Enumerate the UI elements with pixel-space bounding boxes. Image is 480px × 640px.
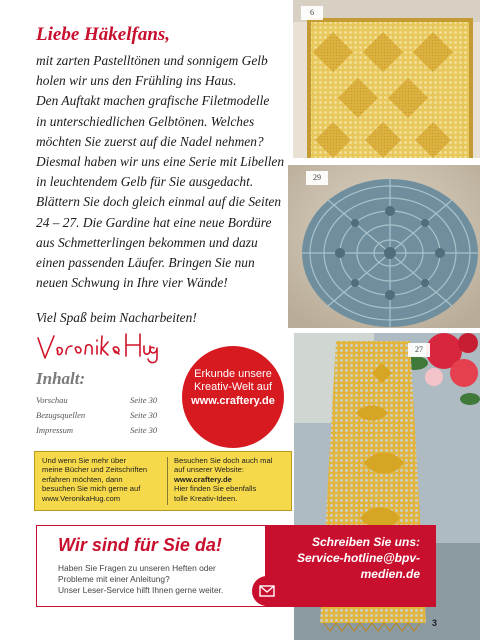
service-line: Haben Sie Fragen zu unseren Heften oder (58, 563, 216, 573)
contents-item-title: Impressum (36, 425, 73, 435)
contact-line: Schreiben Sie uns: (311, 535, 420, 549)
note-line: Besuchen Sie doch auch mal (174, 456, 273, 465)
publisher-website-note (174, 456, 284, 503)
contents-item[interactable] (36, 395, 186, 410)
contents-list (36, 395, 186, 440)
promo-line-1: Erkunde unsere (194, 368, 272, 380)
contents-item-page: Seite 30 (130, 395, 158, 405)
intro-line: in unterschiedlichen Gelbtönen. Welches (36, 113, 255, 129)
contact-email-link[interactable]: medien.de (360, 567, 420, 581)
note-line: meine Bücher und Zeitschriften (42, 465, 148, 475)
closing-line: Viel Spaß beim Nacharbeiten! (36, 310, 197, 325)
intro-line: einen passenden Läufer. Bringen Sie nun (36, 255, 255, 271)
contents-item-title: Vorschau (36, 395, 68, 405)
intro-line: Den Auftakt machen grafische Filetmodelle (36, 93, 270, 109)
contents-item[interactable] (36, 425, 186, 440)
service-contact-block[interactable] (265, 525, 436, 607)
envelope-icon (252, 576, 282, 606)
promo-line-2: Kreativ-Welt auf (193, 381, 273, 393)
pillow-photo (293, 0, 480, 158)
pillow-illustration (293, 0, 480, 158)
mail-icon (252, 576, 282, 606)
publisher-website-link[interactable]: www.craftery.de (174, 474, 232, 484)
contact-email-link[interactable]: Service-hotline@bpv- (296, 551, 420, 565)
intro-line: 24 – 27. Die Gardine hat eine neue Bordüre (36, 214, 272, 230)
pillow-page-label: 6 (301, 6, 323, 20)
craftery-promo-badge[interactable] (182, 346, 284, 448)
author-website-note (42, 456, 160, 503)
service-line: Probleme mit einer Anleitung? (58, 574, 170, 584)
doily-illustration (288, 165, 480, 328)
promo-url-link[interactable]: www.craftery.de (191, 395, 275, 407)
signature (36, 330, 160, 366)
note-line: Und wenn Sie mehr über (42, 456, 126, 465)
contents-item-page: Seite 30 (130, 425, 158, 435)
doily-photo (288, 165, 480, 328)
intro-paragraph (36, 51, 298, 293)
contents-heading: Inhalt: (36, 369, 86, 388)
service-heading: Wir sind für Sie da! (58, 535, 222, 555)
service-contact[interactable] (297, 534, 420, 582)
doily-page-label: 29 (306, 171, 328, 185)
author-website-link[interactable]: www.VeronikaHug.com (42, 493, 121, 503)
intro-line: Blättern Sie doch gleich einmal auf die Seiten (36, 194, 282, 210)
reader-service-panel (36, 525, 436, 607)
website-info-box (34, 451, 292, 511)
intro-line: mit zarten Pastelltönen und sonnigem Gelb (36, 53, 268, 68)
contents-item-title: Bezugsquellen (36, 410, 86, 420)
intro-line: holen wir uns den Frühling ins Haus. (36, 73, 237, 89)
intro-line: Diesmal haben wir uns eine Serie mit Libellen (36, 154, 285, 170)
intro-line: in leuchtendem Gelb für Sie ausgedacht. (36, 174, 254, 190)
service-line: Unser Leser-Service hilft Ihnen gerne weiter. (58, 585, 224, 595)
intro-line: möchten Sie zuerst auf die Nadel nehmen? (36, 133, 264, 149)
note-line: auf unserer Website: (174, 465, 244, 475)
greeting-heading: Liebe Häkelfans, (36, 24, 171, 45)
note-line: tolle Kreativ-Ideen. (174, 493, 238, 503)
column-divider (167, 457, 168, 505)
page-number: 3 (432, 618, 438, 628)
contents-item[interactable] (36, 410, 186, 425)
contents-item-page: Seite 30 (130, 410, 158, 420)
note-line: Hier finden Sie ebenfalls (174, 484, 257, 494)
note-line: besuchen Sie mich gerne auf (42, 484, 141, 494)
service-description (58, 563, 248, 596)
intro-line: aus Schmetterlingen bekommen und dazu (36, 234, 258, 250)
runner-page-label: 27 (408, 343, 430, 357)
intro-line: neuen Schwung in Ihre vier Wände! (36, 275, 228, 291)
note-line: erfahren möchten, dann (42, 474, 123, 484)
